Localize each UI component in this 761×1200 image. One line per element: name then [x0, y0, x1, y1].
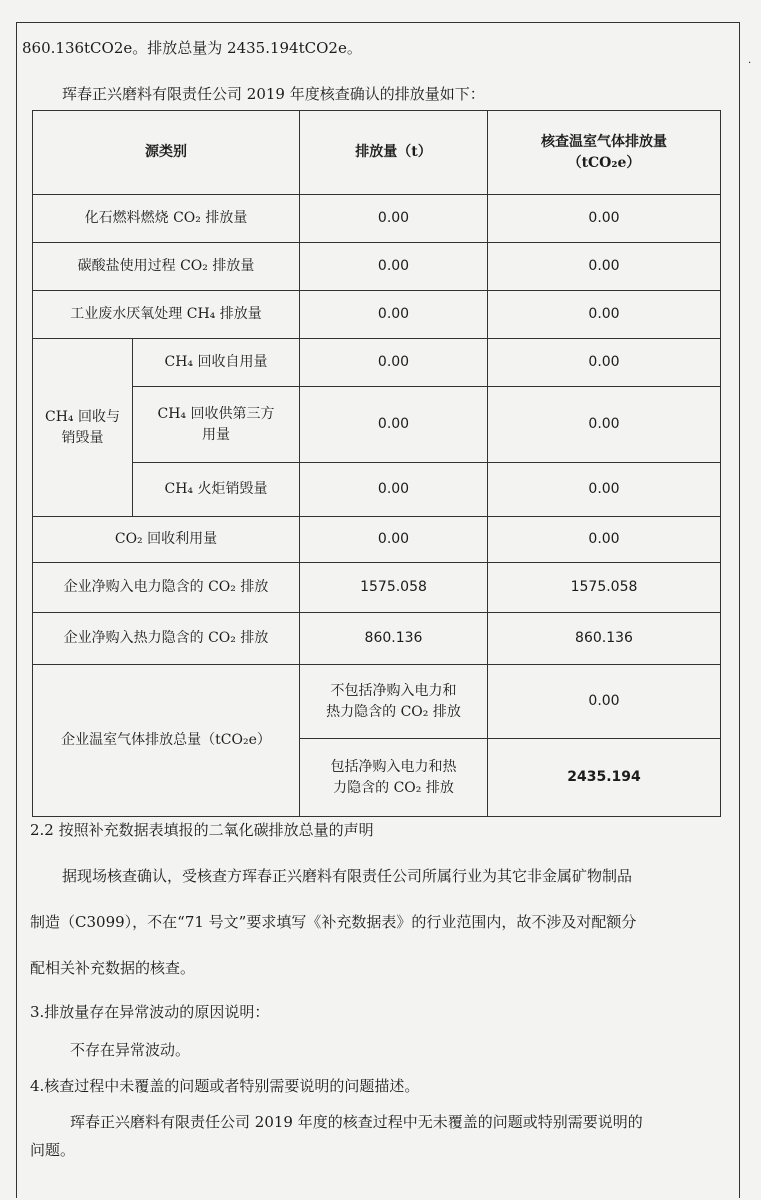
row-value-t: 0.00 [300, 195, 488, 243]
row-label-line2: 用量 [202, 426, 230, 443]
total-excl-line1: 不包括净购入电力和 [330, 682, 457, 699]
total-excl-label [300, 665, 488, 739]
section-3-body: 不存在异常波动。 [70, 1041, 191, 1059]
row-label [133, 387, 300, 463]
row-value-tco2e: 0.00 [488, 243, 721, 291]
row-value-tco2e: 0.00 [488, 339, 721, 387]
section-3-title: 3.排放量存在异常波动的原因说明： [30, 1003, 270, 1021]
row-value-t: 0.00 [300, 463, 488, 517]
row-value-t: 0.00 [300, 243, 488, 291]
section-4-line1: 珲春正兴磨料有限责任公司 2019 年度的核查过程中无未覆盖的问题或特别需要说明的 [70, 1113, 643, 1131]
table-row [33, 195, 721, 243]
row-value-tco2e: 0.00 [488, 387, 721, 463]
table-row [33, 291, 721, 339]
table-row [33, 563, 721, 613]
row-value-t: 0.00 [300, 517, 488, 563]
header-ghg [488, 111, 721, 195]
row-value-tco2e: 0.00 [488, 517, 721, 563]
table-row [33, 339, 721, 387]
row-value-tco2e: 860.136 [488, 613, 721, 665]
header-source: 源类别 [33, 111, 300, 195]
row-value-t: 0.00 [300, 387, 488, 463]
scan-speck: · [748, 58, 752, 69]
row-label: 企业净购入热力隐含的 CO₂ 排放 [33, 613, 300, 665]
section-4-line2: 问题。 [30, 1141, 76, 1159]
row-label: 企业净购入电力隐含的 CO₂ 排放 [33, 563, 300, 613]
total-incl-line1: 包括净购入电力和热 [330, 758, 457, 775]
total-label: 企业温室气体排放总量（tCO₂e） [33, 665, 300, 817]
row-label: CH₄ 火炬销毁量 [133, 463, 300, 517]
header-ghg-title: 核查温室气体排放量 [541, 133, 667, 150]
row-value-t: 0.00 [300, 291, 488, 339]
section-2-2-line3: 配相关补充数据的核查。 [30, 959, 196, 977]
section-2-2-title: 2.2 按照补充数据表填报的二氧化碳排放总量的声明 [30, 821, 374, 839]
row-value-tco2e: 1575.058 [488, 563, 721, 613]
row-value-t: 1575.058 [300, 563, 488, 613]
row-value-t: 860.136 [300, 613, 488, 665]
row-value-tco2e: 0.00 [488, 291, 721, 339]
row-value-t: 0.00 [300, 339, 488, 387]
total-excl-value: 0.00 [488, 665, 721, 739]
table-header-row [33, 111, 721, 195]
total-incl-line2: 力隐含的 CO₂ 排放 [333, 779, 454, 796]
row-label: 碳酸盐使用过程 CO₂ 排放量 [33, 243, 300, 291]
row-label: 化石燃料燃烧 CO₂ 排放量 [33, 195, 300, 243]
row-label: 工业废水厌氧处理 CH₄ 排放量 [33, 291, 300, 339]
header-emission: 排放量（t） [300, 111, 488, 195]
table-row [33, 387, 721, 463]
section-4-title: 4.核查过程中未覆盖的问题或者特别需要说明的问题描述。 [30, 1077, 420, 1095]
ch4-group-label [33, 339, 133, 517]
table-caption: 珲春正兴磨料有限责任公司 2019 年度核查确认的排放量如下： [62, 85, 485, 103]
total-incl-label [300, 739, 488, 817]
table-row [33, 463, 721, 517]
table-total-row [33, 665, 721, 739]
ch4-group-label-line1: CH₄ 回收与 [45, 408, 120, 425]
intro-line: 860.136tCO2e。排放总量为 2435.194tCO2e。 [22, 39, 362, 57]
section-2-2-line1: 据现场核查确认，受核查方珲春正兴磨料有限责任公司所属行业为其它非金属矿物制品 [62, 867, 633, 885]
row-value-tco2e: 0.00 [488, 463, 721, 517]
row-label: CO₂ 回收利用量 [33, 517, 300, 563]
emissions-table [32, 110, 721, 817]
header-ghg-unit: （tCO₂e） [567, 154, 641, 171]
row-value-tco2e: 0.00 [488, 195, 721, 243]
row-label: CH₄ 回收自用量 [133, 339, 300, 387]
table-row [33, 243, 721, 291]
total-incl-value: 2435.194 [488, 739, 721, 817]
total-excl-line2: 热力隐含的 CO₂ 排放 [326, 703, 461, 720]
table-row [33, 517, 721, 563]
row-label-line1: CH₄ 回收供第三方 [157, 405, 275, 422]
section-2-2-line2: 制造（C3099），不在“71 号文”要求填写《补充数据表》的行业范围内，故不涉及对配额分 [30, 913, 637, 931]
ch4-group-label-line2: 销毁量 [61, 429, 104, 446]
table-row [33, 613, 721, 665]
